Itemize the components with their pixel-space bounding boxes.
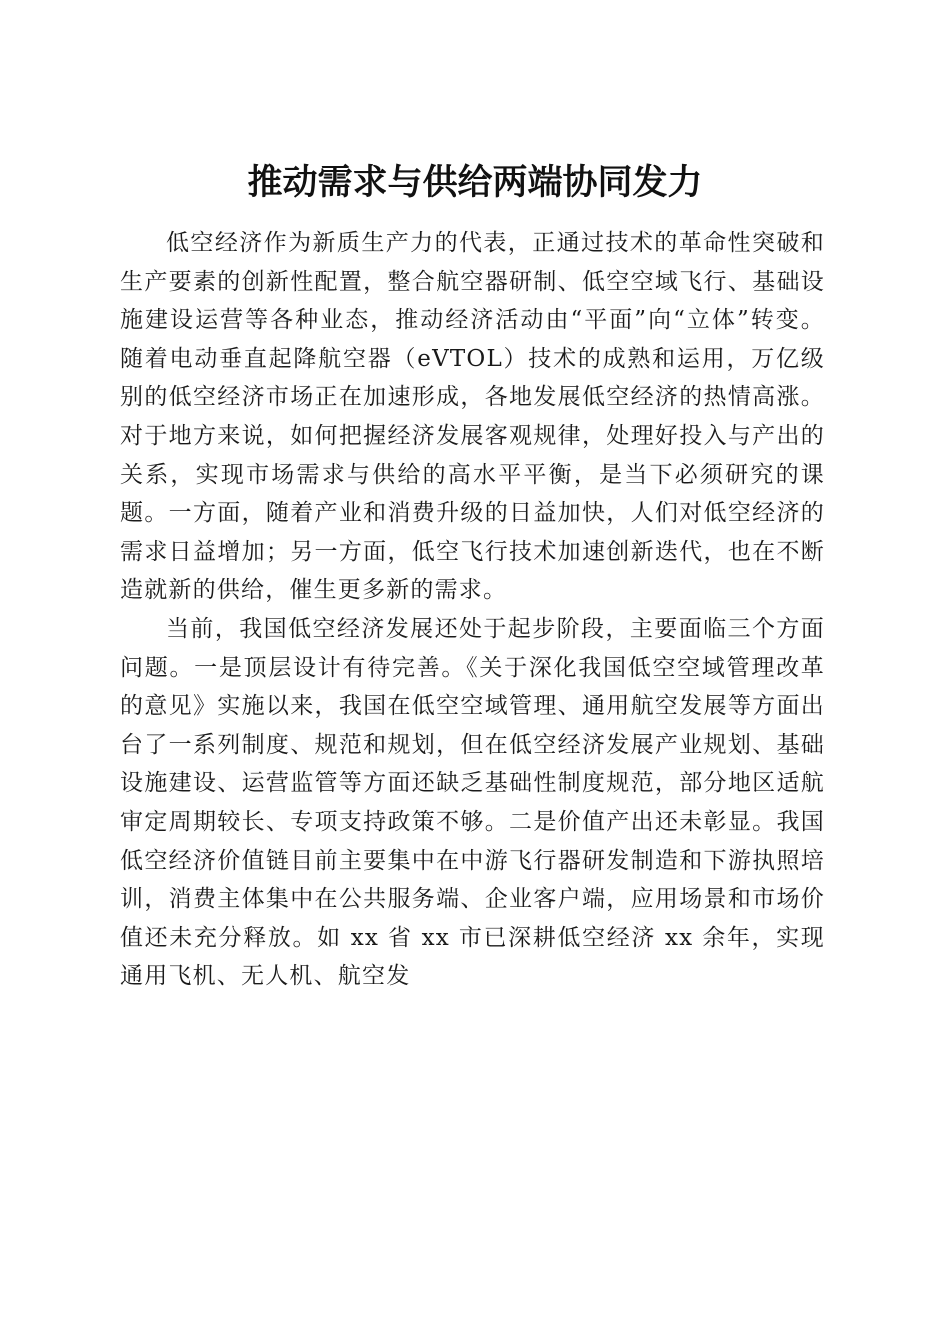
paragraph-2: 当前，我国低空经济发展还处于起步阶段，主要面临三个方面问题。一是顶层设计有待完善。《关于深化我国低空空域管理改革的意见》实施以来，我国在低空空域管理、通用航空发展等方面出台了一系列制度、规范和规划，但在低空经济发展产业规划、基础设施建设、运营监管等方面还缺乏基础性制度规范，部分地区适航审定周期较长、专项支持政策不够。二是价值产出还未彰显。我国低空经济价值链目前主要集中在中游飞行器研发制造和下游执照培训，消费主体集中在公共服务端、企业客户端，应用场景和市场价值还未充分释放。如 xx 省 xx 市已深耕低空经济 xx 余年，实现通用飞机、无人机、航空发 [120,615,825,990]
paragraph-1: 低空经济作为新质生产力的代表，正通过技术的革命性突破和生产要素的创新性配置，整合航空器研制、低空空域飞行、基础设施建设运营等各种业态，推动经济活动由“平面”向“立体”转变。随着电动垂直起降航空器（eVTOL）技术的成熟和运用，万亿级别的低空经济市场正在加速形成，各地发展低空经济的热情高涨。对于地方来说，如何把握经济发展客观规律，处理好投入与产出的关系，实现市场需求与供给的高水平平衡，是当下必须研究的课题。一方面，随着产业和消费升级的日益加快，人们对低空经济的需求日益增加；另一方面，低空飞行技术加速创新迭代，也在不断造就新的供给，催生更多新的需求。 [120,230,825,604]
document-body [120,224,825,996]
document-title: 推动需求与供给两端协同发力 [247,162,703,204]
